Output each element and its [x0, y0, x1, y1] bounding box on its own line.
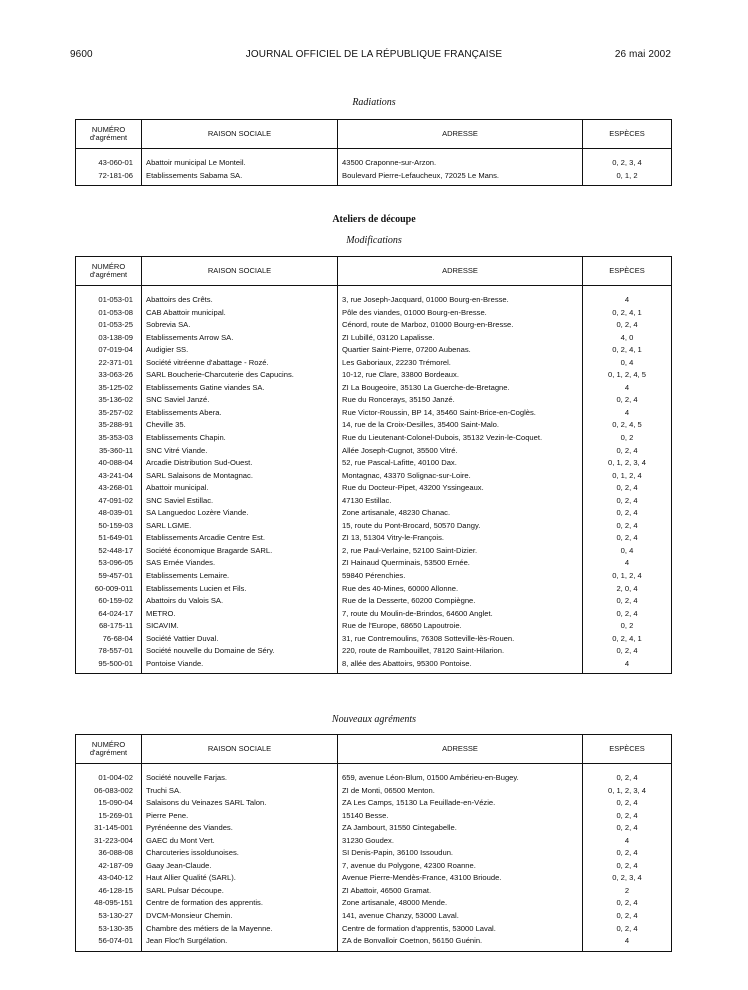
table-row [76, 872, 672, 885]
header-raison-sociale: RAISON SOCIALE [142, 735, 338, 764]
raison-sociale: METRO. [142, 608, 338, 621]
raison-sociale: Société vitréenne d'abattage - Rozé. [142, 357, 338, 370]
numero-agrement: 06-083-002 [76, 785, 142, 798]
adresse: 59840 Pérenchies. [338, 570, 583, 583]
adresse: 8, allée des Abattoirs, 95300 Pontoise. [338, 658, 583, 671]
numero-agrement: 43-060-01 [76, 157, 142, 170]
numero-agrement: 35-125-02 [76, 382, 142, 395]
header-especes: ESPÈCES [583, 735, 672, 764]
numero-agrement: 56-074-01 [76, 935, 142, 948]
especes: 0, 2 [620, 621, 634, 631]
numero-agrement: 07-019-04 [76, 344, 142, 357]
numero-agrement: 01-053-08 [76, 307, 142, 320]
numero-agrement: 64-024-17 [76, 608, 142, 621]
raison-sociale: Etablissements Gatine viandes SA. [142, 382, 338, 395]
especes: 0, 2, 4 [616, 773, 638, 782]
table-row [76, 785, 672, 798]
especes: 4 [624, 295, 630, 304]
raison-sociale: SNC Saviel Estillac. [142, 495, 338, 508]
table-row [76, 658, 672, 671]
numero-agrement: 59-457-01 [76, 570, 142, 583]
adresse: 7, route du Moulin-de-Brindos, 64600 Anglet. [338, 608, 583, 621]
table-row [76, 810, 672, 823]
especes: 0, 2, 4 [616, 596, 638, 606]
table-row [76, 369, 672, 382]
raison-sociale: Etablissements Chapin. [142, 432, 338, 445]
raison-sociale: SARL LGME. [142, 520, 338, 533]
table-row [76, 822, 672, 835]
raison-sociale: Chambre des métiers de la Mayenne. [142, 923, 338, 936]
spacer-cell [583, 149, 672, 158]
end-pad-row [76, 670, 672, 674]
header-numero-line1: NUMÉRO [91, 262, 126, 271]
table-row [76, 847, 672, 860]
pad-cell [142, 670, 338, 674]
table-row [76, 620, 672, 633]
spacer-cell [338, 286, 583, 295]
table-row [76, 419, 672, 432]
especes: 0, 2, 3, 4 [612, 158, 642, 167]
adresse: SI Denis-Papin, 36100 Issoudun. [338, 847, 583, 860]
numero-agrement: 53-130-27 [76, 910, 142, 923]
raison-sociale: Pyrénéenne des Viandes. [142, 822, 338, 835]
raison-sociale: Etablissements Sabama SA. [142, 170, 338, 183]
header-numero-line2: d'agrément [89, 748, 128, 757]
especes: 0, 2, 4, 1 [612, 345, 642, 355]
raison-sociale: Charcuteries issoldunoises. [142, 847, 338, 860]
table-row [76, 344, 672, 357]
adresse: 10-12, rue Clare, 33800 Bordeaux. [338, 369, 583, 382]
raison-sociale: Abattoirs du Valois SA. [142, 595, 338, 608]
adresse: Les Gaboriaux, 22230 Trémorel. [338, 357, 583, 370]
table-row [76, 557, 672, 570]
header-numero-line2: d'agrément [89, 133, 128, 142]
numero-agrement: 35-288-91 [76, 419, 142, 432]
header-especes: ESPÈCES [583, 120, 672, 149]
header-adresse: ADRESSE [338, 735, 583, 764]
raison-sociale: Sobrevia SA. [142, 319, 338, 332]
especes: 0, 4 [620, 357, 634, 367]
raison-sociale: SARL Boucherie-Charcuterie des Capucins. [142, 369, 338, 382]
table-row [76, 885, 672, 898]
numero-agrement: 42-187-09 [76, 860, 142, 873]
numero-agrement: 31-223-004 [76, 835, 142, 848]
especes: 0, 2, 4 [616, 798, 638, 808]
adresse: ZI Lubillé, 03120 Lapalisse. [338, 332, 583, 345]
especes: 0, 2, 4, 1 [612, 307, 642, 317]
spacer-row [76, 764, 672, 773]
especes: 0, 2, 4 [616, 898, 638, 908]
header-adresse: ADRESSE [338, 257, 583, 286]
adresse: 3, rue Joseph-Jacquard, 01000 Bourg-en-Bresse. [338, 294, 583, 307]
raison-sociale: Société nouvelle Farjas. [142, 772, 338, 785]
numero-agrement: 47-091-02 [76, 495, 142, 508]
table-row [76, 595, 672, 608]
numero-agrement: 50-159-03 [76, 520, 142, 533]
pad-cell [338, 948, 583, 952]
table-row [76, 432, 672, 445]
adresse: ZI 13, 51304 Vitry-le-François. [338, 532, 583, 545]
especes: 4 [624, 936, 630, 946]
header-row [76, 120, 672, 149]
raison-sociale: Etablissements Abera. [142, 407, 338, 420]
ateliers-title: Ateliers de découpe [332, 214, 416, 225]
especes: 0, 2, 4 [616, 320, 638, 330]
especes: 0, 2, 4 [616, 395, 638, 405]
numero-agrement: 46-128-15 [76, 885, 142, 898]
raison-sociale: Arcadie Distribution Sud-Ouest. [142, 457, 338, 470]
raison-sociale: Truchi SA. [142, 785, 338, 798]
spacer-cell [338, 764, 583, 773]
raison-sociale: SARL Pulsar Découpe. [142, 885, 338, 898]
raison-sociale: Abattoir municipal. [142, 482, 338, 495]
numero-agrement: 33-063-26 [76, 369, 142, 382]
table-row [76, 772, 672, 785]
pad-cell [76, 948, 142, 952]
pad-cell [338, 182, 583, 186]
numero-agrement: 68-175-11 [76, 620, 142, 633]
table-row [76, 157, 672, 170]
especes: 4, 0 [620, 332, 634, 342]
adresse: Boulevard Pierre-Lefaucheux, 72025 Le Mans. [338, 170, 583, 183]
spacer-cell [76, 764, 142, 773]
adresse: ZI de Monti, 06500 Menton. [338, 785, 583, 798]
table-row [76, 583, 672, 596]
raison-sociale: GAEC du Mont Vert. [142, 835, 338, 848]
header-numero [76, 257, 142, 286]
spacer-cell [338, 149, 583, 158]
raison-sociale: Etablissements Lucien et Fils. [142, 583, 338, 596]
raison-sociale: Société économique Bragarde SARL. [142, 545, 338, 558]
spacer-cell [142, 149, 338, 158]
adresse: Rue des 40-Mines, 60000 Allonne. [338, 583, 583, 596]
especes: 0, 4 [620, 545, 634, 555]
table-row [76, 294, 672, 307]
especes: 0, 2, 4 [616, 483, 638, 493]
spacer-cell [142, 286, 338, 295]
table-row [76, 570, 672, 583]
header-numero-line1: NUMÉRO [91, 740, 126, 749]
adresse: 52, rue Pascal-Lafitte, 40100 Dax. [338, 457, 583, 470]
table-row [76, 860, 672, 873]
raison-sociale: SICAVIM. [142, 620, 338, 633]
raison-sociale: Cheville 35. [142, 419, 338, 432]
adresse: Rue de l'Europe, 68650 Lapoutroie. [338, 620, 583, 633]
adresse: Centre de formation d'apprentis, 53000 Laval. [338, 923, 583, 936]
numero-agrement: 43-241-04 [76, 470, 142, 483]
raison-sociale: SARL Salaisons de Montagnac. [142, 470, 338, 483]
header-raison-sociale: RAISON SOCIALE [142, 120, 338, 149]
raison-sociale: SAS Ernée Viandes. [142, 557, 338, 570]
header-raison-sociale: RAISON SOCIALE [142, 257, 338, 286]
adresse: 141, avenue Chanzy, 53000 Laval. [338, 910, 583, 923]
raison-sociale: Etablissements Arrow SA. [142, 332, 338, 345]
table-row [76, 532, 672, 545]
spacer-cell [583, 764, 672, 773]
header-row [76, 257, 672, 286]
journal-title: JOURNAL OFFICIEL DE LA RÉPUBLIQUE FRANÇAISE [245, 49, 503, 60]
numero-agrement: 95-500-01 [76, 658, 142, 671]
numero-agrement: 48-039-01 [76, 507, 142, 520]
numero-agrement: 51-649-01 [76, 532, 142, 545]
pad-cell [583, 670, 672, 674]
numero-agrement: 40-088-04 [76, 457, 142, 470]
raison-sociale: Centre de formation des apprentis. [142, 897, 338, 910]
numero-agrement: 52-448-17 [76, 545, 142, 558]
raison-sociale: Société Vattier Duval. [142, 633, 338, 646]
nouveaux-title: Nouveaux agréments [331, 714, 417, 725]
especes: 4 [624, 407, 630, 417]
especes: 0, 2, 4 [616, 495, 638, 505]
especes: 4 [624, 835, 630, 845]
adresse: Rue du Roncerays, 35150 Janzé. [338, 394, 583, 407]
table-row [76, 357, 672, 370]
adresse: Pôle des viandes, 01000 Bourg-en-Bresse. [338, 307, 583, 320]
raison-sociale: SA Languedoc Lozère Viande. [142, 507, 338, 520]
adresse: 15140 Besse. [338, 810, 583, 823]
numero-agrement: 35-353-03 [76, 432, 142, 445]
end-pad-row [76, 182, 672, 186]
header-numero-line2: d'agrément [89, 270, 128, 279]
adresse: Zone artisanale, 48000 Mende. [338, 897, 583, 910]
adresse: ZI La Bougeoire, 35130 La Guerche-de-Bretagne. [338, 382, 583, 395]
raison-sociale: Pierre Pene. [142, 810, 338, 823]
especes: 0, 2, 4 [616, 923, 638, 933]
table-row [76, 645, 672, 658]
adresse: 47130 Estillac. [338, 495, 583, 508]
adresse: Rue Victor-Roussin, BP 14, 35460 Saint-Brice-en-Coglès. [338, 407, 583, 420]
spacer-row [76, 149, 672, 158]
header-numero [76, 735, 142, 764]
adresse: 31, rue Contremoulins, 76308 Sotteville-lès-Rouen. [338, 633, 583, 646]
especes: 2, 0, 4 [616, 583, 638, 593]
especes: 0, 2, 4 [616, 508, 638, 518]
raison-sociale: Salaisons du Veinazes SARL Talon. [142, 797, 338, 810]
adresse: 659, avenue Léon-Blum, 01500 Ambérieu-en-Bugey. [338, 772, 583, 785]
table-row [76, 445, 672, 458]
raison-sociale: Haut Allier Qualité (SARL). [142, 872, 338, 885]
numero-agrement: 01-053-01 [76, 294, 142, 307]
table-row [76, 307, 672, 320]
pad-cell [338, 670, 583, 674]
raison-sociale: Société nouvelle du Domaine de Séry. [142, 645, 338, 658]
especes: 0, 2, 4 [616, 911, 638, 921]
table-row [76, 332, 672, 345]
especes: 0, 2, 4 [616, 848, 638, 858]
especes: 0, 1, 2, 4, 5 [608, 370, 646, 380]
numero-agrement: 43-040-12 [76, 872, 142, 885]
numero-agrement: 01-004-02 [76, 772, 142, 785]
pad-cell [142, 182, 338, 186]
pad-cell [583, 948, 672, 952]
adresse: ZA Les Camps, 15130 La Feuillade-en-Vézie. [338, 797, 583, 810]
table-row [76, 923, 672, 936]
nouveaux-table [75, 734, 672, 952]
spacer-cell [583, 286, 672, 295]
especes: 0, 2, 4 [616, 608, 638, 618]
pad-cell [583, 182, 672, 186]
especes: 0, 2, 4 [616, 445, 638, 455]
numero-agrement: 01-053-25 [76, 319, 142, 332]
spacer-row [76, 286, 672, 295]
table-row [76, 507, 672, 520]
raison-sociale: Jean Floc'h Surgélation. [142, 935, 338, 948]
especes: 0, 1, 2, 3, 4 [608, 785, 646, 795]
especes: 0, 2 [620, 433, 634, 443]
adresse: Quartier Saint-Pierre, 07200 Aubenas. [338, 344, 583, 357]
numero-agrement: 72-181-06 [76, 170, 142, 183]
numero-agrement: 78-557-01 [76, 645, 142, 658]
especes: 4 [624, 658, 630, 668]
adresse: 43500 Craponne-sur-Arzon. [338, 157, 583, 170]
adresse: Allée Joseph-Cugnot, 35500 Vitré. [338, 445, 583, 458]
table-row [76, 394, 672, 407]
page-number: 9600 [70, 49, 93, 60]
table-row [76, 319, 672, 332]
publication-date: 26 mai 2002 [614, 49, 671, 60]
especes: 0, 2, 3, 4 [612, 873, 642, 883]
table-row [76, 407, 672, 420]
adresse: 2, rue Paul-Verlaine, 52100 Saint-Dizier. [338, 545, 583, 558]
table-row [76, 835, 672, 848]
adresse: Zone artisanale, 48230 Chanac. [338, 507, 583, 520]
table-row [76, 797, 672, 810]
adresse: 220, route de Rambouillet, 78120 Saint-Hilarion. [338, 645, 583, 658]
numero-agrement: 76-68-04 [76, 633, 142, 646]
table-row [76, 633, 672, 646]
spacer-cell [76, 149, 142, 158]
pad-cell [76, 670, 142, 674]
especes: 0, 2, 4 [616, 823, 638, 833]
numero-agrement: 60-009-011 [76, 583, 142, 596]
raison-sociale: Pontoise Viande. [142, 658, 338, 671]
especes: 2 [624, 885, 630, 895]
raison-sociale: CAB Abattoir municipal. [142, 307, 338, 320]
numero-agrement: 53-096-05 [76, 557, 142, 570]
pad-cell [76, 182, 142, 186]
especes: 0, 2, 4 [616, 646, 638, 656]
raison-sociale: Etablissements Lemaire. [142, 570, 338, 583]
raison-sociale: Audigier SS. [142, 344, 338, 357]
adresse: ZI Abattoir, 46500 Gramat. [338, 885, 583, 898]
table-row [76, 935, 672, 948]
raison-sociale: Abattoirs des Crêts. [142, 294, 338, 307]
especes: 0, 1, 2, 4 [612, 571, 642, 581]
especes: 0, 2, 4 [616, 520, 638, 530]
raison-sociale: SNC Saviel Janzé. [142, 394, 338, 407]
raison-sociale: SNC Vitré Viande. [142, 445, 338, 458]
especes: 0, 2, 4, 5 [612, 420, 642, 430]
numero-agrement: 22-371-01 [76, 357, 142, 370]
adresse: Montagnac, 43370 Solignac-sur-Loire. [338, 470, 583, 483]
especes: 0, 1, 2, 3, 4 [608, 458, 646, 468]
numero-agrement: 36-088-08 [76, 847, 142, 860]
table-row [76, 495, 672, 508]
header-row [76, 735, 672, 764]
raison-sociale: Etablissements Arcadie Centre Est. [142, 532, 338, 545]
modifications-table [75, 256, 672, 674]
especes: 0, 2, 4, 1 [612, 633, 642, 643]
adresse: Rue de la Desserte, 60200 Compiègne. [338, 595, 583, 608]
raison-sociale: Abattoir municipal Le Monteil. [142, 157, 338, 170]
especes: 0, 2, 4 [616, 810, 638, 820]
raison-sociale: Gaay Jean-Claude. [142, 860, 338, 873]
table-row [76, 170, 672, 183]
modifications-title: Modifications [346, 235, 402, 246]
table-row [76, 482, 672, 495]
adresse: Rue du Lieutenant-Colonel-Dubois, 35132 Vezin-le-Coquet. [338, 432, 583, 445]
pad-cell [142, 948, 338, 952]
table-row [76, 470, 672, 483]
header-numero-line1: NUMÉRO [91, 125, 126, 134]
table-row [76, 910, 672, 923]
adresse: ZI Hainaud Querminais, 53500 Ernée. [338, 557, 583, 570]
adresse: ZA de Bonvalloir Coetnon, 56150 Guénin. [338, 935, 583, 948]
header-numero [76, 120, 142, 149]
numero-agrement: 48-095-151 [76, 897, 142, 910]
adresse: 31230 Goudex. [338, 835, 583, 848]
table-row [76, 457, 672, 470]
numero-agrement: 03-138-09 [76, 332, 142, 345]
table-row [76, 608, 672, 621]
especes: 0, 2, 4 [616, 533, 638, 543]
numero-agrement: 15-090-04 [76, 797, 142, 810]
adresse: Cénord, route de Marboz, 01000 Bourg-en-Bresse. [338, 319, 583, 332]
radiations-table [75, 119, 672, 186]
numero-agrement: 35-360-11 [76, 445, 142, 458]
spacer-cell [76, 286, 142, 295]
adresse: Rue du Docteur-Pipet, 43200 Yssingeaux. [338, 482, 583, 495]
numero-agrement: 35-257-02 [76, 407, 142, 420]
header-especes: ESPÈCES [583, 257, 672, 286]
radiations-title: Radiations [352, 97, 396, 108]
numero-agrement: 15-269-01 [76, 810, 142, 823]
raison-sociale: DVCM-Monsieur Chemin. [142, 910, 338, 923]
table-row [76, 545, 672, 558]
adresse: 14, rue de la Croix-Desilles, 35400 Saint-Malo. [338, 419, 583, 432]
especes: 4 [624, 558, 630, 568]
adresse: 7, avenue du Polygone, 42300 Roanne. [338, 860, 583, 873]
adresse: ZA Jambourt, 31550 Cintegabelle. [338, 822, 583, 835]
numero-agrement: 35-136-02 [76, 394, 142, 407]
header-adresse: ADRESSE [338, 120, 583, 149]
table-row [76, 520, 672, 533]
numero-agrement: 53-130-35 [76, 923, 142, 936]
especes: 0, 1, 2, 4 [612, 470, 642, 480]
spacer-cell [142, 764, 338, 773]
adresse: 15, route du Pont-Brocard, 50570 Dangy. [338, 520, 583, 533]
especes: 4 [624, 382, 630, 392]
adresse: Avenue Pierre-Mendès-France, 43100 Brioude. [338, 872, 583, 885]
table-row [76, 897, 672, 910]
table-row [76, 382, 672, 395]
numero-agrement: 60-159-02 [76, 595, 142, 608]
especes: 0, 1, 2 [616, 170, 638, 180]
numero-agrement: 43-268-01 [76, 482, 142, 495]
numero-agrement: 31-145-001 [76, 822, 142, 835]
especes: 0, 2, 4 [616, 860, 638, 870]
end-pad-row [76, 948, 672, 952]
